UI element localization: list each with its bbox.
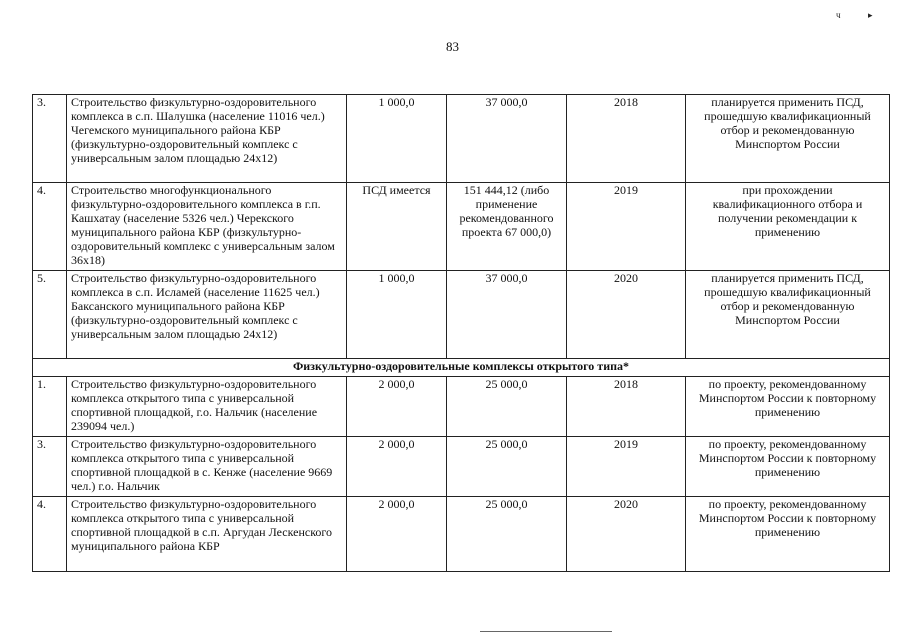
program-table	[32, 94, 890, 572]
object-name: Строительство физкультурно-оздоровительного комплекса в с.п. Шалушка (население 11016 чел.) Чегемского муниципального района КБР (физкультурно-оздоровительный комплекс с универсальным залом площадью 24х12)	[67, 95, 347, 183]
construction-cost: 25 000,0	[447, 437, 567, 497]
table-row	[33, 95, 890, 183]
object-name: Строительство физкультурно-оздоровительного комплекса открытого типа с универсальной спортивной площадкой в с. Кенже (население 9669 чел.) г.о. Нальчик	[67, 437, 347, 497]
note: планируется применить ПСД, прошедшую квалификационный отбор и рекомендованную Минспортом России	[686, 271, 890, 359]
object-name: Строительство физкультурно-оздоровительного комплекса в с.п. Исламей (население 11625 чел.) Баксанского муниципального района КБР (физкультурно-оздоровительный комплекс с универсальным залом площадью 24х12)	[67, 271, 347, 359]
object-name: Строительство физкультурно-оздоровительного комплекса открытого типа с универсальной спортивной площадкой, г.о. Нальчик (население 239094 чел.)	[67, 377, 347, 437]
year: 2020	[567, 497, 686, 572]
year: 2018	[567, 377, 686, 437]
row-number: 3.	[33, 95, 67, 183]
table-row	[33, 437, 890, 497]
construction-cost: 25 000,0	[447, 497, 567, 572]
design-cost: 2 000,0	[347, 377, 447, 437]
note: по проекту, рекомендованному Минспортом России к повторному применению	[686, 437, 890, 497]
table-row	[33, 377, 890, 437]
corner-mark-right: ▸	[868, 10, 873, 20]
row-number: 4.	[33, 497, 67, 572]
row-number: 4.	[33, 183, 67, 271]
section-title: Физкультурно-оздоровительные комплексы открытого типа*	[33, 359, 890, 377]
note: при прохождении квалификационного отбора и получении рекомендации к применению	[686, 183, 890, 271]
row-number: 1.	[33, 377, 67, 437]
construction-cost: 151 444,12 (либо применение рекомендованного проекта 67 000,0)	[447, 183, 567, 271]
construction-cost: 37 000,0	[447, 95, 567, 183]
note: планируется применить ПСД, прошедшую квалификационный отбор и рекомендованную Минспортом России	[686, 95, 890, 183]
design-cost: 1 000,0	[347, 271, 447, 359]
design-cost: 1 000,0	[347, 95, 447, 183]
note: по проекту, рекомендованному Минспортом России к повторному применению	[686, 377, 890, 437]
year: 2020	[567, 271, 686, 359]
object-name: Строительство физкультурно-оздоровительного комплекса открытого типа с универсальной спортивной площадкой в с.п. Аргудан Лескенского муниципального района КБР	[67, 497, 347, 572]
page-number: 83	[446, 39, 459, 54]
row-number: 5.	[33, 271, 67, 359]
table-row	[33, 183, 890, 271]
scan-artifact-line	[480, 631, 612, 632]
table-row	[33, 497, 890, 572]
year: 2019	[567, 437, 686, 497]
row-number: 3.	[33, 437, 67, 497]
construction-cost: 37 000,0	[447, 271, 567, 359]
design-cost: 2 000,0	[347, 497, 447, 572]
year: 2019	[567, 183, 686, 271]
corner-mark-left: ч	[836, 10, 841, 20]
section-header-row	[33, 359, 890, 377]
note: по проекту, рекомендованному Минспортом России к повторному применению	[686, 497, 890, 572]
table-row	[33, 271, 890, 359]
design-cost: 2 000,0	[347, 437, 447, 497]
design-cost: ПСД имеется	[347, 183, 447, 271]
object-name: Строительство многофункционального физкультурно-оздоровительного комплекса в г.п. Кашхатау (население 5326 чел.) Черекского муниципального района КБР (физкультурно-оздоровительный комплекс с универсальным залом 36х18)	[67, 183, 347, 271]
construction-cost: 25 000,0	[447, 377, 567, 437]
year: 2018	[567, 95, 686, 183]
